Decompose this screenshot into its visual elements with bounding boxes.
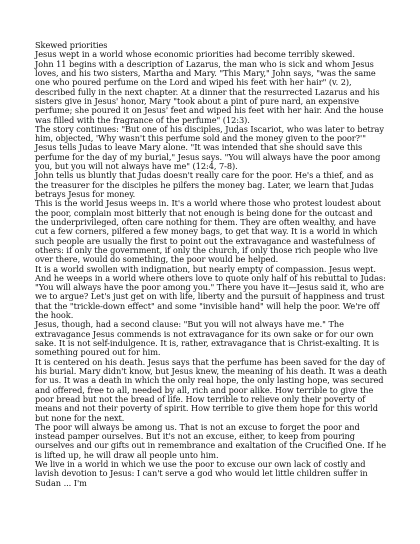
paragraph: Jesus, though, had a second clause: "But you will not always have me." The extravagance Jesus commends is not extravagance for its own sake or for our own sake. It is not self-indulgence. It is, rather, extravagance that is Christ-exalting. It is something poured out for him. (35, 319, 380, 358)
paragraph: We live in a world in which we use the poor to excuse our own lack of costly and lavish devotion to Jesus: I can't serve a god who would let little children suffer in Sudan ... I'm (35, 459, 368, 488)
paragraph: Jesus wept in a world whose economic priorities had become terribly skewed. (35, 49, 355, 60)
paragraph: John tells us bluntly that Judas doesn't really care for the poor. He's a thief, and as the treasurer for the disciples he pilfers the money bag. Later, we learn that Judas betrays Jesus for money. (35, 170, 374, 199)
paragraph: The story continues: "But one of his disciples, Judas Iscariot, who was later to betray him, objected, 'Why wasn't this perfume sold and the money given to the poor?'" Jesus tells Judas to leave Mary alone. "It was intended that she should save this perfume for the day of my burial," Jesus says. "You will always have the poor among you, but you will not always have me" (12:4, 7-8). (35, 123, 384, 172)
paragraph: This is the world Jesus weeps in. It's a world where those who protest loudest about the poor, complain most bitterly that not enough is being done for the outcast and the underprivileged, often care nothing for them. They are often wealthy, and have cut a few corners, pilfered a few money bags, to get that way. It is a world in which such people are usually the first to point out the extravagance and wastefulness of others: if only the government, if only the church, if only those rich people who live over there, would do something, the poor would be helped. (35, 198, 381, 265)
paragraph: John 11 begins with a description of Lazarus, the man who is sick and whom Jesus loves, and his two sisters, Martha and Mary. "This Mary," John says, "was the same one who poured perfume on the Lord and wiped his feet with her hair" (v. 2), described fully in the next chapter. At a dinner that the resurrected Lazarus and his sisters give in Jesus' honor, Mary "took about a pint of pure nard, an expensive perfume; she poured it on Jesus' feet and wiped his feet with her hair. And the house was filled with the fragrance of the perfume" (12:3). (35, 58, 384, 125)
paragraph: The poor will always be among us. That is not an excuse to forget the poor and instead pamper ourselves. But it's not an excuse, either, to keep from pouring ourselves and our gifts out in remembrance and exaltation of the Crucified One. If he is lifted up, he will draw all people unto him. (35, 421, 387, 460)
document-page (35, 41, 387, 488)
paragraph: It is a world swollen with indignation, but nearly empty of compassion. Jesus wept. (35, 263, 376, 274)
paragraph: And he weeps in a world where others love to quote only half of his rebuttal to Judas: "You will always have the poor among you." There you have it—Jesus said it, who are we to argue? Let's just get on with life, liberty and the pursuit of happiness and trust that the "trickle-down effect" and some "invisible hand" will help the poor. We're off the hook. (35, 272, 386, 321)
paragraph: It is centered on his death. Jesus says that the perfume has been saved for the day of his burial. Mary didn't know, but Jesus knew, the meaning of his death. It was a death for us. It was a death in which the only real hope, the only lasting hope, was secured and offered, free to all, needed by all, rich and poor alike. How terrible to give the poor bread but not the bread of life. How terrible to relieve only their poverty of means and not their poverty of spirit. How terrible to give them hope for this world but none for the next. (35, 356, 387, 423)
document-title: Skewed priorities (35, 40, 108, 50)
